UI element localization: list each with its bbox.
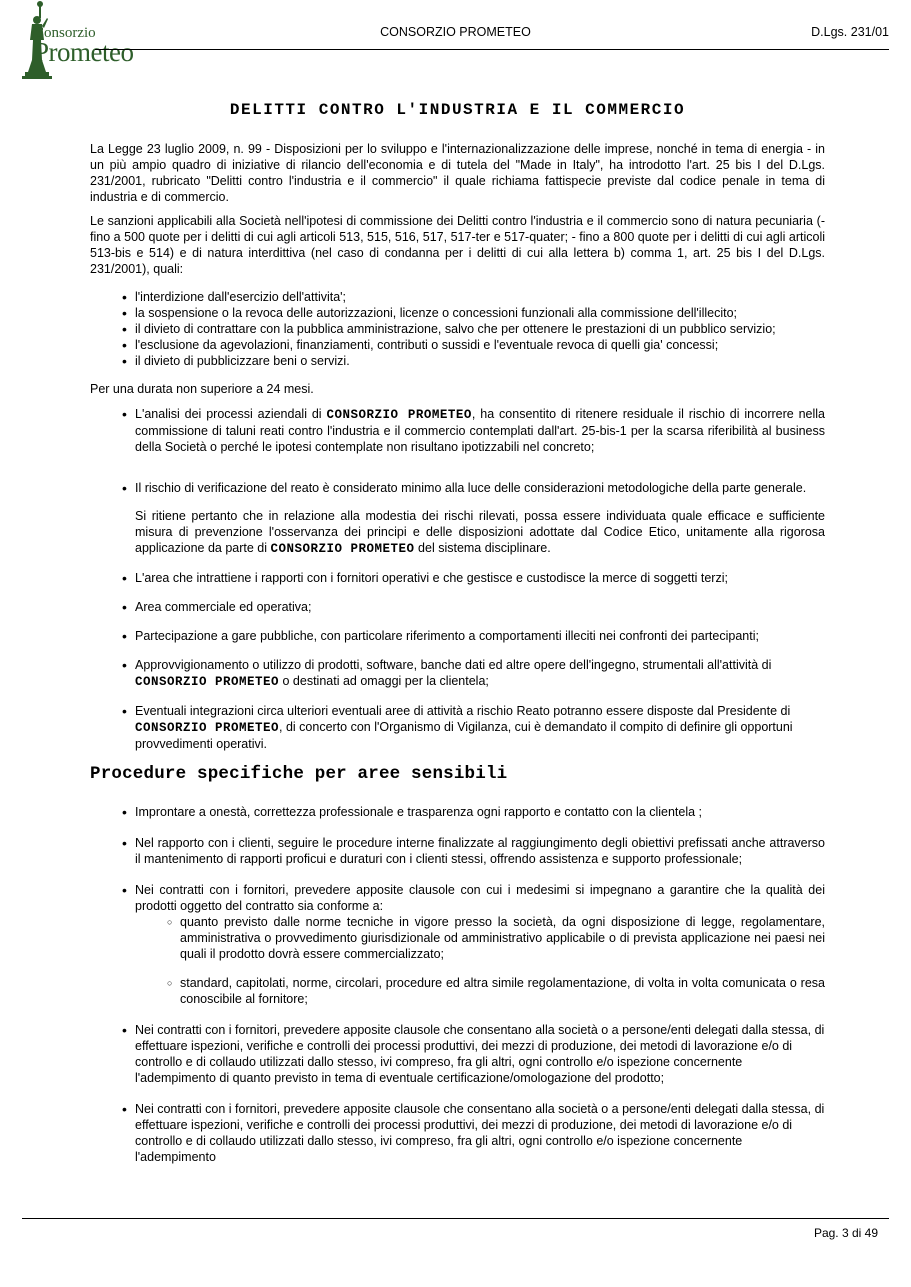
list-item: [135, 480, 825, 557]
sub-list: [135, 914, 825, 1007]
analysis-subparagraph: Si ritiene pertanto che in relazione alla modestia dei rischi rilevati, possa essere individuata quale efficace e sufficiente misura di prevenzione l'osservanza dei principi e delle disposizioni adottate dal Codice Etico, unitamente alla rigorosa applicazione da parte di CONSORZIO PROMETEO del sistema disciplinare.: [135, 509, 825, 556]
analysis-text: L'analisi dei processi aziendali di: [135, 407, 322, 421]
company-name: CONSORZIO PROMETEO: [270, 542, 415, 556]
analysis-text: , ha consentito di ritenere residuale il rischio di incorrere nella commissione di taluni reati contro l'industria e il commercio contemplati dall'art. 25-bis-1 per la scarsa riferibilità al business della Società o perché le ipotesi contemplate non risultano ipotizzabili nel concreto;: [135, 407, 826, 454]
section-title: Procedure specifiche per aree sensibili: [90, 764, 508, 784]
sub-list-item: ○ standard, capitolati, norme, circolari, procedure ed altra simile regolamentazione, di volta in volta comunicata o resa conoscibile al fornitore;: [180, 975, 825, 1007]
logo-text-prometeo: Prometeo: [34, 37, 134, 67]
sub-list-item: ○ quanto previsto dalle norme tecniche in vigore presso la società, da ogni disposizione di legge, regolamentare, amministrativa o provvedimento giurisdizionale od amministrativo applicabile o di prevista applicazione nei paesi nei quali il prodotto dovrà essere commercializzato;: [180, 914, 825, 962]
list-item: • la sospensione o la revoca delle autorizzazioni, licenze o concessioni funzionali alla commissione dell'illecito;: [135, 305, 825, 321]
company-name: CONSORZIO PROMETEO: [135, 675, 280, 689]
analysis-list: [90, 406, 825, 752]
list-item: • Partecipazione a gare pubbliche, con particolare riferimento a comportamenti illeciti nei confronti dei partecipanti;: [135, 628, 825, 644]
analysis-text: • Il rischio di verificazione del reato è considerato minimo alla luce delle considerazioni metodologiche della parte generale.: [135, 481, 807, 495]
company-name: CONSORZIO PROMETEO: [135, 721, 280, 735]
footer-divider: [22, 1218, 889, 1219]
list-item: • Nei contratti con i fornitori, prevedere apposite clausole che consentano alla società o a persone/enti delegati dalla stessa, di effettuare ispezioni, verifiche e controlli dei processi produttivi, dei mezzi di produzione, dei metodi di lavorazione e/o di controllo e di collaudo utilizzati dallo stesso, ivi compreso, fra gli altri, ogni controllo e/o ispezione concernente l'adempimento: [135, 1101, 825, 1165]
list-item: • Area commerciale ed operativa;: [135, 599, 825, 615]
intro-paragraph: La Legge 23 luglio 2009, n. 99 - Disposizioni per lo sviluppo e l'internazionalizzazione delle imprese, nonché in tema di energia - in un più ampio quadro di iniziative di rilancio dell'economia e di tutela del "Made in Italy", ha introdotto l'art. 25 bis I del D.Lgs. 231/2001, rubricato "Delitti contro l'industria e il commercio" il quale richiama fattispecie previste dal codice penale in tema di industria e di commercio.: [90, 142, 825, 204]
sanction-list: [90, 289, 825, 369]
list-item: [135, 406, 825, 455]
list-item: • Nei contratti con i fornitori, prevedere apposite clausole che consentano alla società o a persone/enti delegati dalla stessa, di effettuare ispezioni, verifiche e controlli dei processi produttivi, dei mezzi di produzione, dei metodi di lavorazione e/o di controllo e di collaudo utilizzati dallo stesso, ivi compreso, fra gli altri, ogni controllo e/o ispezione concernente l'adempimento di quanto previsto in tema di eventuale certificazione/omologazione del prodotto;: [135, 1022, 825, 1086]
procedures-list: [90, 804, 825, 1165]
list-item: • L'area che intrattiene i rapporti con i fornitori operativi e che gestisce e custodisce la merce di soggetti terzi;: [135, 570, 825, 586]
list-item: • Nei contratti con i fornitori, prevedere apposite clausole con cui i medesimi si impegnano a garantire che la qualità dei prodotti oggetto del contratto sia conforme a: ○ quanto previsto dalle norme tecniche in vigore presso la società, da ogni disposizione di legge, regolamentare, amministrativa o provvedimento giurisdizionale od amministrativo applicabile o di prevista applicazione nei paesi nei quali il prodotto dovrà essere commercializzato; ○ standard, capitolati, norme, circolari, procedure ed altra simile regolamentazione, di volta in volta comunicata o resa conoscibile al fornitore;: [135, 882, 825, 1007]
list-item: • l'esclusione da agevolazioni, finanziamenti, contributi o sussidi e l'eventuale revoca di quelli gia' concessi;: [135, 337, 825, 353]
list-item: • Nel rapporto con i clienti, seguire le procedure interne finalizzate al raggiungimento degli obiettivi prefissati anche attraverso il mantenimento di rapporti proficui e duraturi con i clienti stessi, offrendo assistenza e supporto professionale;: [135, 835, 825, 867]
list-item: • l'interdizione dall'esercizio dell'attivita';: [135, 289, 825, 305]
list-item: • Approvvigionamento o utilizzo di prodotti, software, banche dati ed altre opere dell'ingegno, strumentali all'attività di CONSORZIO PROMETEO o destinati ad omaggi per la clientela;: [135, 657, 825, 690]
company-name: CONSORZIO PROMETEO: [326, 408, 472, 422]
list-item: • Eventuali integrazioni circa ulteriori eventuali aree di attività a rischio Reato potranno essere disposte dal Presidente di CONSORZIO PROMETEO, di concerto con l'Organismo di Vigilanza, cui è demandato il compito di definire gli opportuni provvedimenti operativi.: [135, 703, 825, 752]
logo-text-consorzio: Consorzio: [34, 25, 96, 41]
list-item: • il divieto di contrattare con la pubblica amministrazione, salvo che per ottenere le prestazioni di un pubblico servizio;: [135, 321, 825, 337]
header-divider: [95, 49, 889, 50]
list-item: • Improntare a onestà, correttezza professionale e trasparenza ogni rapporto e contatto con la clientela ;: [135, 804, 825, 820]
document-title: DELITTI CONTRO L'INDUSTRIA E IL COMMERCIO: [229, 101, 686, 119]
page-number: Pag. 3 di 49: [813, 1226, 878, 1240]
page-header: [0, 0, 911, 67]
header-title: CONSORZIO PROMETEO: [380, 25, 531, 39]
list-item: • il divieto di pubblicizzare beni o servizi.: [135, 353, 825, 369]
document-body: [90, 102, 825, 1178]
sanctions-paragraph: Le sanzioni applicabili alla Società nell'ipotesi di commissione dei Delitti contro l'industria e il commercio sono di natura pecuniaria (- fino a 500 quote per i delitti di cui agli articoli 513, 515, 516, 517, 517-ter e 517-quater; - fino a 800 quote per i delitti di cui agli articoli 513-bis e 514) e di natura interdittiva (nel caso di condanna per i delitti di cui alla lettera b) comma 1, art. 25 bis I del D.Lgs. 231/2001), quali:: [90, 214, 825, 276]
duration-paragraph: Per una durata non superiore a 24 mesi.: [90, 382, 314, 396]
header-law-ref: D.Lgs. 231/01: [811, 25, 889, 39]
